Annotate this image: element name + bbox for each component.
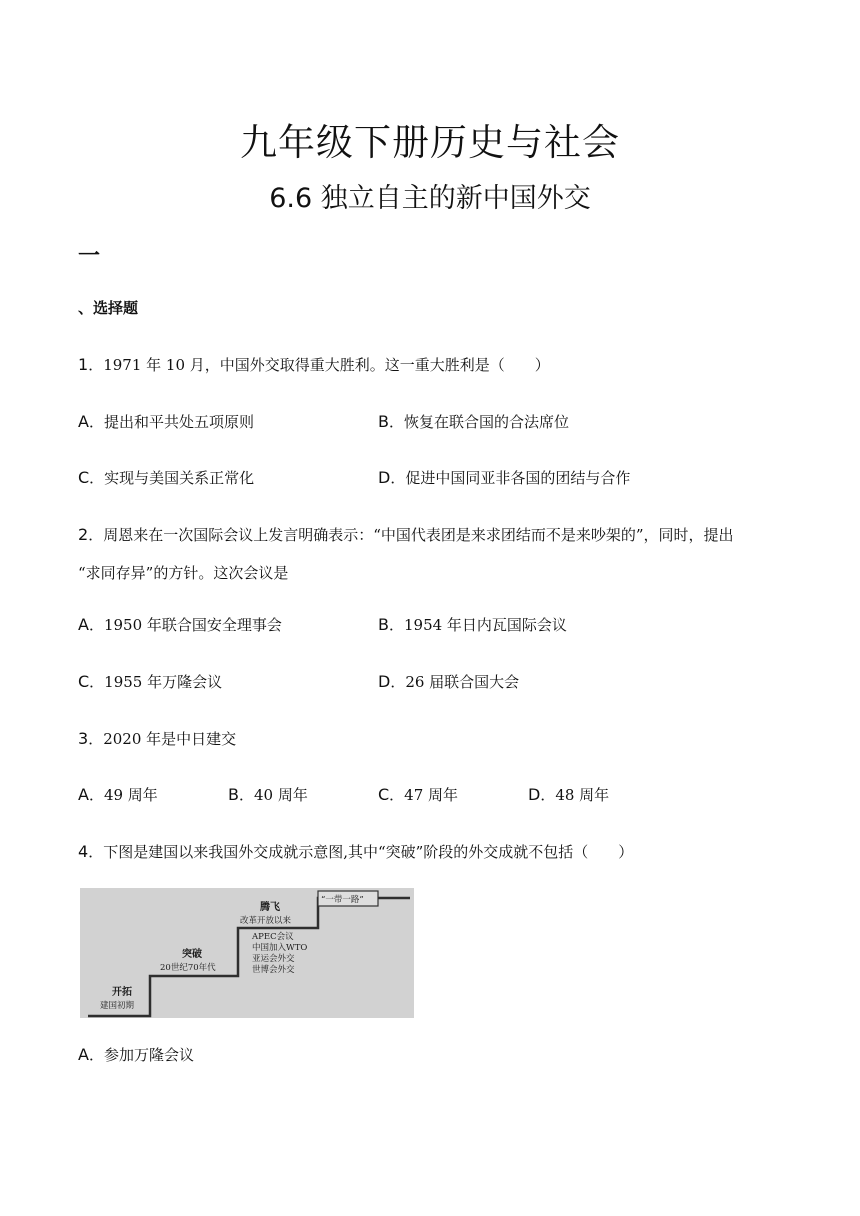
question-4-option-a xyxy=(78,1044,194,1065)
option-letter: D xyxy=(378,468,391,487)
question-3-option-b xyxy=(228,784,308,805)
question-1-option-a xyxy=(78,411,254,432)
question-number: 3 xyxy=(78,729,89,748)
question-4-stem xyxy=(78,841,633,862)
option-letter: C xyxy=(378,785,390,804)
section-number: 一 xyxy=(78,244,101,269)
page-subtitle: 6.6 独立自主的新中国外交 xyxy=(269,183,591,214)
option-text: ．促进中国同亚非各国的团结与合作 xyxy=(390,469,631,487)
option-letter: A xyxy=(78,1045,89,1064)
option-letter: C xyxy=(78,672,90,691)
option-text: ．26 届联合国大会 xyxy=(390,673,520,691)
option-letter: A xyxy=(78,785,89,804)
option-text: ．恢复在联合国的合法席位 xyxy=(388,413,569,431)
option-text: ．提出和平共处五项原则 xyxy=(88,413,254,431)
section-heading: 、选择题 xyxy=(78,299,139,317)
option-text: ．1955 年万隆会议 xyxy=(89,673,223,691)
figure-background xyxy=(80,888,414,1018)
question-text: ．周恩来在一次国际会议上发言明确表示：“中国代表团是来求团结而不是来吵架的”，同时，提出 xyxy=(88,526,734,544)
step3-item: 中国加入WTO xyxy=(252,943,308,953)
step3-subtitle: 改革开放以来 xyxy=(240,916,292,926)
question-number: 2 xyxy=(78,525,89,544)
step1-title: 开拓 xyxy=(112,987,132,998)
option-text: ．1950 年联合国安全理事会 xyxy=(88,616,282,634)
option-letter: B xyxy=(378,412,389,431)
question-number: 4 xyxy=(78,842,89,861)
step1-subtitle: 建国初期 xyxy=(100,1001,135,1011)
diplomacy-staircase-figure xyxy=(80,888,414,1018)
question-2-option-a xyxy=(78,614,282,635)
question-3-option-a xyxy=(78,784,158,805)
question-1-option-b xyxy=(378,411,569,432)
question-text: ．2020 年是中日建交 xyxy=(88,730,237,748)
step3-item: APEC会议 xyxy=(252,932,294,942)
option-letter: A xyxy=(78,615,89,634)
option-text: ．49 周年 xyxy=(88,786,158,804)
question-1-option-c xyxy=(78,467,254,488)
step2-title: 突破 xyxy=(182,949,202,960)
question-3-stem xyxy=(78,728,236,749)
option-letter: B xyxy=(378,615,389,634)
page-title: 九年级下册历史与社会 xyxy=(240,121,620,164)
option-text: ．48 周年 xyxy=(540,786,610,804)
option-letter: A xyxy=(78,412,89,431)
option-letter: C xyxy=(78,468,90,487)
option-text: ．47 周年 xyxy=(389,786,459,804)
question-2-option-c xyxy=(78,671,222,692)
question-2-stem-continued: “求同存异”的方针。这次会议是 xyxy=(78,564,289,582)
step3-item: 亚运会外交 xyxy=(252,954,295,964)
staircase-diagram xyxy=(80,888,414,1018)
option-text: ．实现与美国关系正常化 xyxy=(89,469,255,487)
question-2-option-b xyxy=(378,614,567,635)
question-text: ．下图是建国以来我国外交成就示意图,其中“突破”阶段的外交成就不包括（ ） xyxy=(88,843,634,861)
question-1-option-d xyxy=(378,467,630,488)
option-letter: B xyxy=(228,785,239,804)
step3-item: 世博会外交 xyxy=(252,965,295,975)
step3-title: 腾飞 xyxy=(260,902,280,913)
option-text: ．参加万隆会议 xyxy=(88,1046,194,1064)
question-2-option-d xyxy=(378,671,519,692)
question-3-option-c xyxy=(378,784,458,805)
question-3-option-d xyxy=(528,784,609,805)
question-1-stem xyxy=(78,354,550,375)
option-text: ．40 周年 xyxy=(238,786,308,804)
question-number: 1 xyxy=(78,355,89,374)
option-text: ．1954 年日内瓦国际会议 xyxy=(388,616,567,634)
option-letter: D xyxy=(528,785,541,804)
question-2-stem xyxy=(78,524,734,545)
question-text: ．1971 年 10 月，中国外交取得重大胜利。这一重大胜利是（ ） xyxy=(88,356,550,374)
belt-road-label: “一带一路” xyxy=(321,895,364,905)
step2-subtitle: 20世纪70年代 xyxy=(160,963,216,973)
option-letter: D xyxy=(378,672,391,691)
